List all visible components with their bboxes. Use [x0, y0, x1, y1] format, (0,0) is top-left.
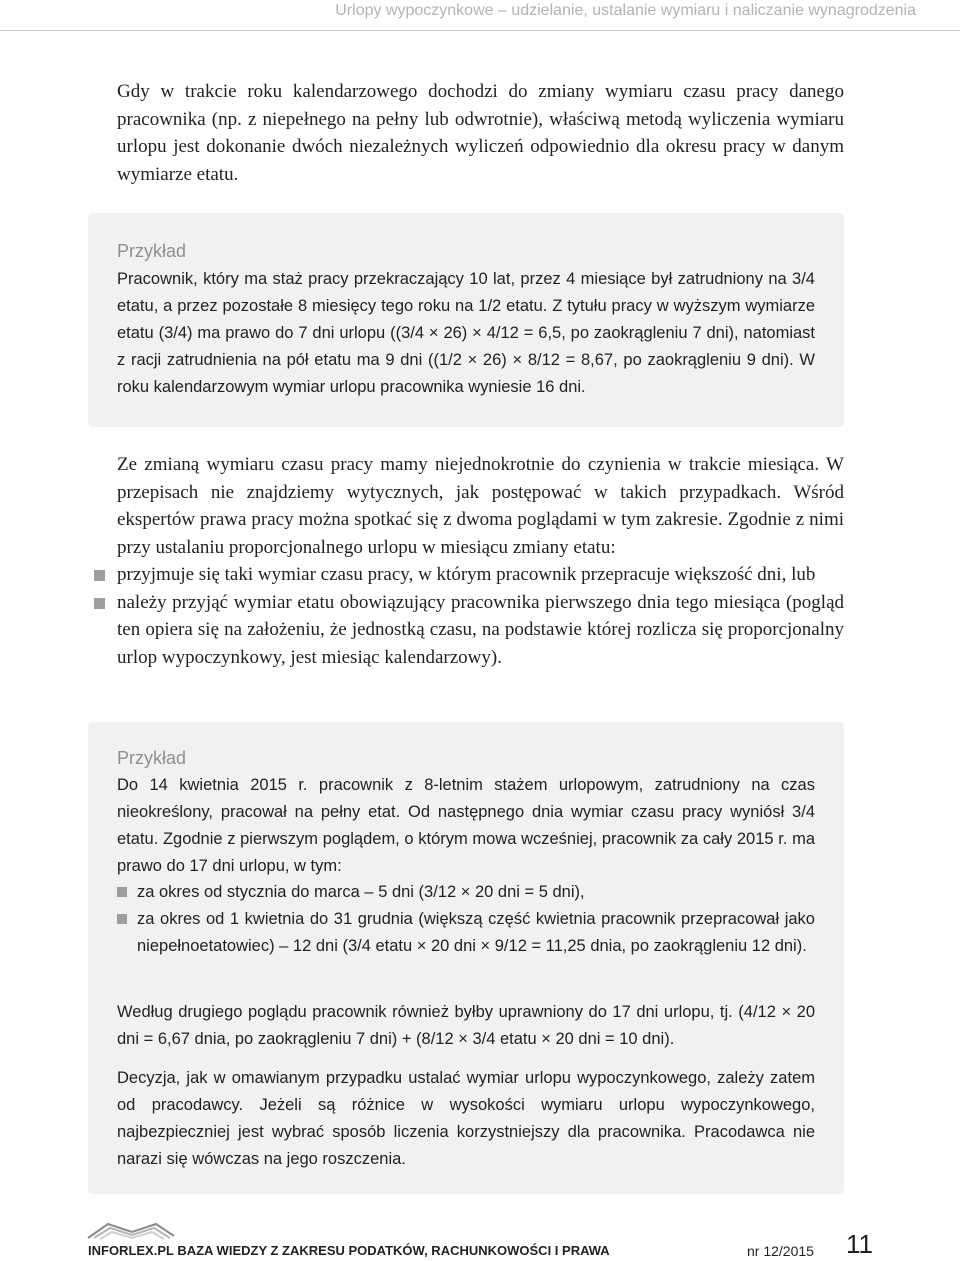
main-paragraph: Ze zmianą wymiaru czasu pracy mamy niejednokrotnie do czynienia w trakcie miesiąca. W przepisach nie znajdziemy wytycznych, jak postępować w takich przypadkach. Wśród ekspertów prawa pracy można spotkać się z dwoma poglądami w tym zakresie. Zgodnie z nimi przy ustalaniu proporcjonalnego urlopu w miesiącu zmiany etatu:: [117, 454, 844, 558]
issue-number: nr 12/2015: [747, 1243, 814, 1259]
list-item: [117, 906, 815, 960]
views-list: [94, 561, 844, 671]
example-box-1: [88, 213, 844, 427]
intro-paragraph: Gdy w trakcie roku kalendarzowego dochodzi do zmiany wymiaru czasu pracy danego pracownika (np. z niepełnego na pełny lub odwrotnie), właściwą metodą wyliczenia wymiaru urlopu jest dokonanie dwóch niezależnych wyliczeń odpowiednio dla okresu pracy w danym wymiarze etatu.: [117, 81, 844, 185]
list-item: [117, 879, 815, 906]
running-title: Urlopy wypoczynkowe – udzielanie, ustalanie wymiaru i naliczanie wynagrodzenia: [335, 2, 916, 19]
square-bullet-icon: [117, 914, 127, 924]
inforlex-logo-icon: [86, 1222, 176, 1240]
list-item-text: należy przyjąć wymiar etatu obowiązujący pracownika pierwszego dnia tego miesiąca (pogląd ten opiera się na założeniu, że jednostką czasu, na podstawie której rozlicza się proporcjonalny urlop wypoczynkowy, jest miesiąc kalendarzowy).: [117, 591, 844, 668]
list-item-text: za okres od 1 kwietnia do 31 grudnia (większą część kwietnia pracownik przepracował jako niepełnoetatowiec) – 12 dni (3/4 etatu × 20 dni × 9/12 = 11,25 dnia, po zaokrągleniu 12 dni).: [137, 910, 815, 955]
square-bullet-icon: [117, 887, 127, 897]
example-text: Pracownik, który ma staż pracy przekraczający 10 lat, przez 4 miesiące był zatrudniony na 3/4 etatu, a przez pozostałe 8 miesięcy tego roku na 1/2 etatu. Z tytułu pracy w wyższym wymiarze etatu (3/4) ma prawo do 7 dni urlopu ((3/4 × 26) × 4/12 = 6,5, po zaokrągleniu 7 dni), natomiast z racji zatrudnienia na pół etatu ma 9 dni ((1/2 × 26) × 8/12 = 8,67, po zaokrągleniu 9 dni). W roku kalendarzowym wymiar urlopu pracownika wyniesie 16 dni.: [117, 270, 815, 396]
example-conclusion: Decyzja, jak w omawianym przypadku ustalać wymiar urlopu wypoczynkowego, zależy zatem od pracodawcy. Jeżeli są różnice w wysokości wymiaru urlopu wypoczynkowego, najbezpieczniej jest wybrać sposób liczenia korzystniejszy dla pracownika. Pracodawca nie narazi się wówczas na jego roszczenia.: [117, 1069, 815, 1168]
example-intro: Do 14 kwietnia 2015 r. pracownik z 8-letnim stażem urlopowym, zatrudniony na czas nieokreślony, pracował na pełny etat. Od następnego dnia wymiar czasu pracy wyniósł 3/4 etatu. Zgodnie z pierwszym poglądem, o którym mowa wcześniej, pracownik za cały 2015 r. ma prawo do 17 dni urlopu, w tym:: [117, 776, 815, 875]
running-header: [0, 0, 960, 31]
example-label: Przykład: [117, 241, 187, 261]
page-footer: [0, 1220, 960, 1261]
example-list: [117, 879, 815, 960]
example-second-view: Według drugiego poglądu pracownik również byłby uprawniony do 17 dni urlopu, tj. (4/12 × 20 dni = 6,67 dnia, po zaokrągleniu 7 dni) + (8/12 × 3/4 etatu × 20 dni = 10 dni).: [117, 1003, 815, 1048]
example-label: Przykład: [117, 748, 187, 768]
list-item-text: za okres od stycznia do marca – 5 dni (3/12 × 20 dni = 5 dni),: [137, 883, 585, 901]
square-bullet-icon: [94, 570, 105, 581]
page-number: 11: [846, 1229, 873, 1259]
square-bullet-icon: [94, 598, 105, 609]
list-item: [94, 561, 844, 589]
example-box-2: [88, 722, 844, 1194]
publication-title: INFORLEX.PL BAZA WIEDZY Z ZAKRESU PODATKÓW, RACHUNKOWOŚCI I PRAWA: [88, 1243, 610, 1258]
list-item-text: przyjmuje się taki wymiar czasu pracy, w którym pracownik przepracuje większość dni, lub: [117, 564, 816, 585]
list-item: [94, 589, 844, 672]
